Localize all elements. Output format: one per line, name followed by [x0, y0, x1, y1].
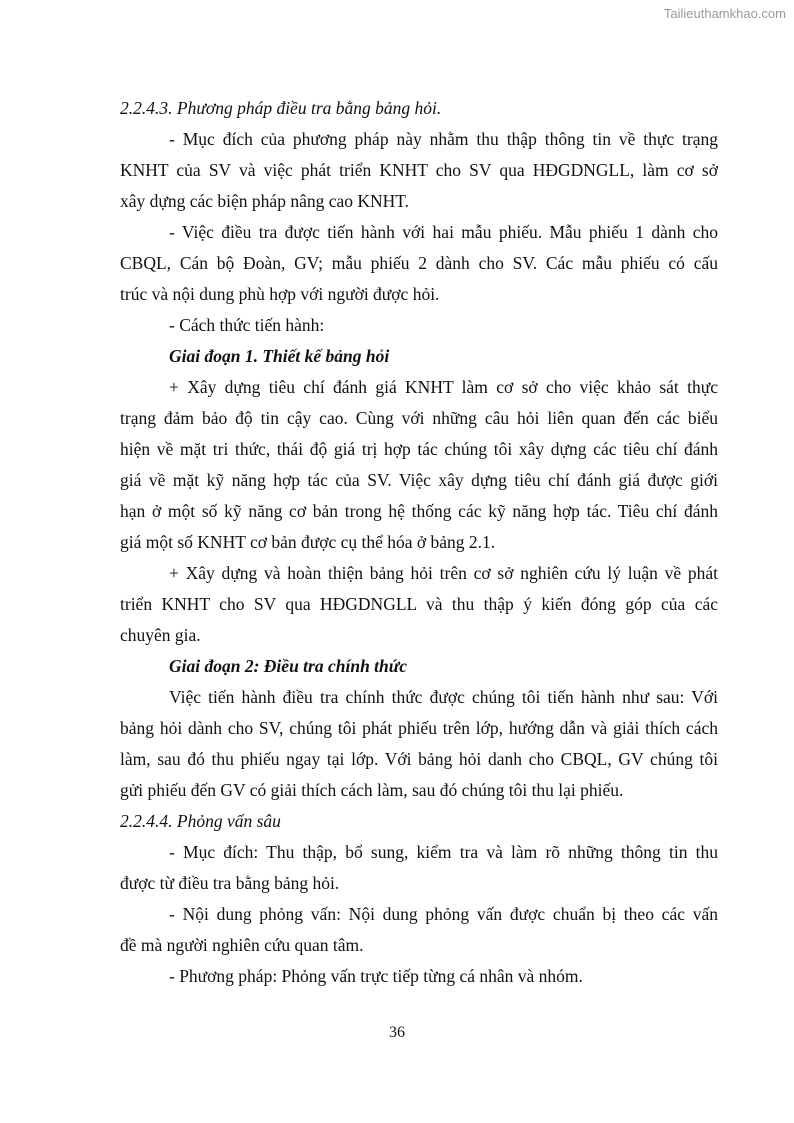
paragraph-line: làm, sau đó thu phiếu ngay tại lớp. Với bảng hỏi danh cho CBQL, GV chúng tôi: [120, 749, 718, 769]
paragraph-line: được từ điều tra bằng bảng hỏi.: [120, 873, 340, 893]
paragraph-line: hạn ở một số kỹ năng cơ bản trong hệ thống các kỹ năng hợp tác. Tiêu chí đánh: [120, 501, 718, 521]
paragraph-line: xây dựng các biện pháp nâng cao KNHT.: [120, 191, 410, 211]
stage-heading-1: Giai đoạn 1. Thiết kế bảng hỏi: [169, 346, 390, 366]
paragraph-line: KNHT của SV và việc phát triển KNHT cho SV qua HĐGDNGLL, làm cơ sở: [120, 160, 718, 180]
paragraph-line: - Mục đích của phương pháp này nhằm thu thập thông tin về thực trạng: [169, 129, 718, 149]
paragraph-line: - Việc điều tra được tiến hành với hai mẫu phiếu. Mẫu phiếu 1 dành cho: [169, 222, 718, 242]
watermark-text: Tailieuthamkhao.com: [663, 6, 786, 21]
document-body: [120, 93, 718, 992]
paragraph-line: giá về mặt kỹ năng hợp tác của SV. Việc xây dựng tiêu chí đánh giá được giới: [120, 470, 718, 490]
paragraph-line: + Xây dựng tiêu chí đánh giá KNHT làm cơ sở cho việc khảo sát thực: [169, 377, 718, 397]
section-heading-2-2-4-3: 2.2.4.3. Phương pháp điều tra bằng bảng hỏi.: [120, 98, 442, 118]
paragraph-line: triển KNHT cho SV qua HĐGDNGLL và thu thập ý kiến đóng góp của các: [120, 594, 718, 614]
section-heading-2-2-4-4: 2.2.4.4. Phỏng vấn sâu: [120, 811, 281, 831]
stage-heading-2: Giai đoạn 2: Điều tra chính thức: [169, 656, 408, 676]
paragraph-line: + Xây dựng và hoàn thiện bảng hỏi trên cơ sở nghiên cứu lý luận về phát: [169, 563, 718, 583]
paragraph-line: hiện về mặt tri thức, thái độ giá trị hợp tác chúng tôi xây dựng các tiêu chí đánh: [120, 439, 718, 459]
paragraph-line: trúc và nội dung phù hợp với người được hỏi.: [120, 284, 440, 304]
paragraph-line: bảng hỏi dành cho SV, chúng tôi phát phiếu trên lớp, hướng dẫn và giải thích cách: [120, 718, 718, 738]
paragraph-line: chuyên gia.: [120, 625, 201, 645]
paragraph-line: Việc tiến hành điều tra chính thức được chúng tôi tiến hành như sau: Với: [169, 687, 718, 707]
paragraph-line: giá một số KNHT cơ bản được cụ thể hóa ở bảng 2.1.: [120, 532, 496, 552]
paragraph-line: trạng đảm bảo độ tin cậy cao. Cùng với những câu hỏi liên quan đến các biểu: [120, 408, 718, 428]
paragraph-line: CBQL, Cán bộ Đoàn, GV; mẫu phiếu 2 dành cho SV. Các mẫu phiếu có cấu: [120, 253, 718, 273]
paragraph-line: đề mà người nghiên cứu quan tâm.: [120, 935, 364, 955]
paragraph-line: - Phương pháp: Phỏng vấn trực tiếp từng cá nhân và nhóm.: [169, 966, 583, 986]
paragraph-line: - Cách thức tiến hành:: [169, 315, 325, 335]
paragraph-line: - Nội dung phỏng vấn: Nội dung phỏng vấn được chuẩn bị theo các vấn: [169, 904, 718, 924]
page-number: 36: [389, 1024, 405, 1041]
paragraph-line: gửi phiếu đến GV có giải thích cách làm, sau đó chúng tôi thu lại phiếu.: [120, 780, 624, 800]
paragraph-line: - Mục đích: Thu thập, bổ sung, kiểm tra và làm rõ những thông tin thu: [169, 842, 718, 862]
